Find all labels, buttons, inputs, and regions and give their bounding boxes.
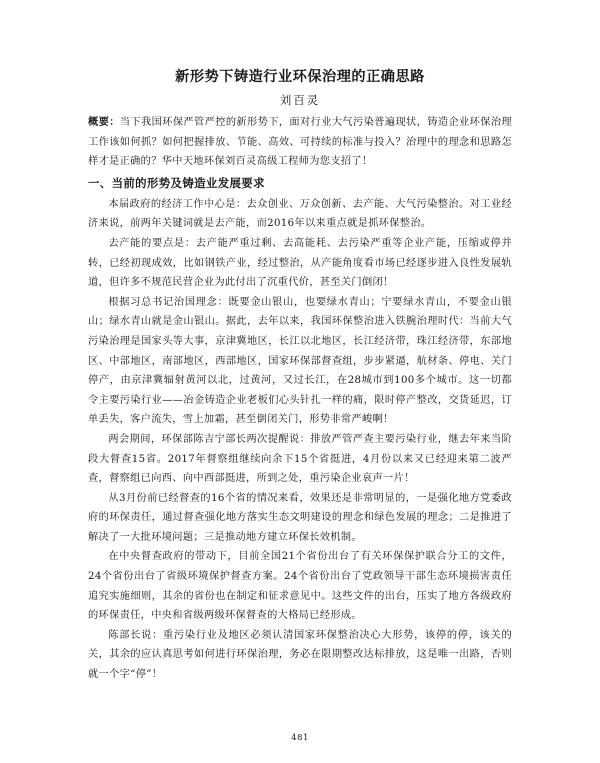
abstract-text: 当下我国环保严管严控的新形势下，面对行业大气污染普遍现状，铸造企业环保治理工作该如何抓？如何把握排放、节能、高效、可持续的标准与投入？治理中的理念和思路怎样才是正确的？华中天地环保刘百灵高级工程师为您支招了！ (88, 117, 512, 168)
article-author: 刘百灵 (279, 93, 321, 107)
page-number: 481 (291, 733, 309, 743)
body-paragraph: 陈部长说：重污染行业及地区必须认清国家环保整治决心大形势，该停的停，该关的关，其余的应认真思考如何进行环保治理，务必在限期整改达标排放，这是唯一出路，否则就一个字“停”！ (88, 629, 512, 681)
body-paragraph: 从3月份前已经督查的16个省的情况来看，效果还是非常明显的，一是强化地方党委政府的环保责任，通过督查强化地方落实生态文明建设的理念和绿色发展的理念；二是推进了解决了一大批环境问题；三是推动地方建立环保长效机制。 (88, 492, 512, 543)
article-body (88, 113, 512, 685)
body-paragraph: 本届政府的经济工作中心是：去众创业、万众创新、去产能、大气污染整治。对工业经济来说，前两年关键词就是去产能，而2016年以来重点就是抓环保整治。 (88, 198, 512, 230)
body-paragraph: 在中央督查政府的带动下，目前全国21个省份出台了有关环保保护联合分工的文件，24个省份出台了省级环境保护督查方案。24个省份出台了党政领导干部生态环境损害责任追究实施细则，其余的省份也在制定和征求意见中。这些文件的出台，压实了地方各级政府的环保责任，中央和省级两级环保督查的大格局已经形成。 (88, 551, 512, 622)
body-paragraph: 去产能的要点是：去产能严重过剩、去高能耗、去污染严重等企业产能，压缩或停并转，已经初现成效，比如钢铁产业，经过整治，从产能角度看市场已经逐步进入良性发展轨道，但许多不规范民营企业为此付出了沉重代价，甚至关门倒闭！ (88, 237, 512, 289)
section-heading: 一、当前的形势及铸造业发展要求 (88, 175, 265, 190)
abstract-label: 概要： (88, 117, 120, 128)
article-title: 新形势下铸造行业环保治理的正确思路 (175, 69, 425, 85)
body-paragraph: 根据习总书记治国理念：既要金山银山，也要绿水青山；宁要绿水青山，不要金山银山；绿水青山就是金山银山。据此，去年以来，我国环保整治进入铁腕治理时代：当前大气污染治理是国家头等大事，京津冀地区，长江以北地区，长江经济带，珠江经济带，东部地区、中部地区，南部地区，西部地区，国家环保部督查组，步步紧逼，航材条、停电、关门停产，由京津冀辐射黄河以北，过黄河，又过长江，在28城市到100多个城市。这一切都令主要污染行业——冶金铸造企业老板们心头针扎一样的痛，限时停产整改，交货延迟，订单丢失，客户流失，雪上加霜，甚至倒闭关门，形势非常严峻啊！ (88, 296, 512, 426)
abstract-paragraph (88, 113, 512, 172)
body-paragraph: 两会期间，环保部陈吉宁部长两次提醒说：排放严管严查主要污染行业，继去年来当阶段大督查15省。2017年督察组继续向余下15个省挺进，4月份以来又已经迎来第二波严查，督察组已向西、向中西部挺进，所到之处，重污染企业哀声一片！ (88, 433, 512, 485)
